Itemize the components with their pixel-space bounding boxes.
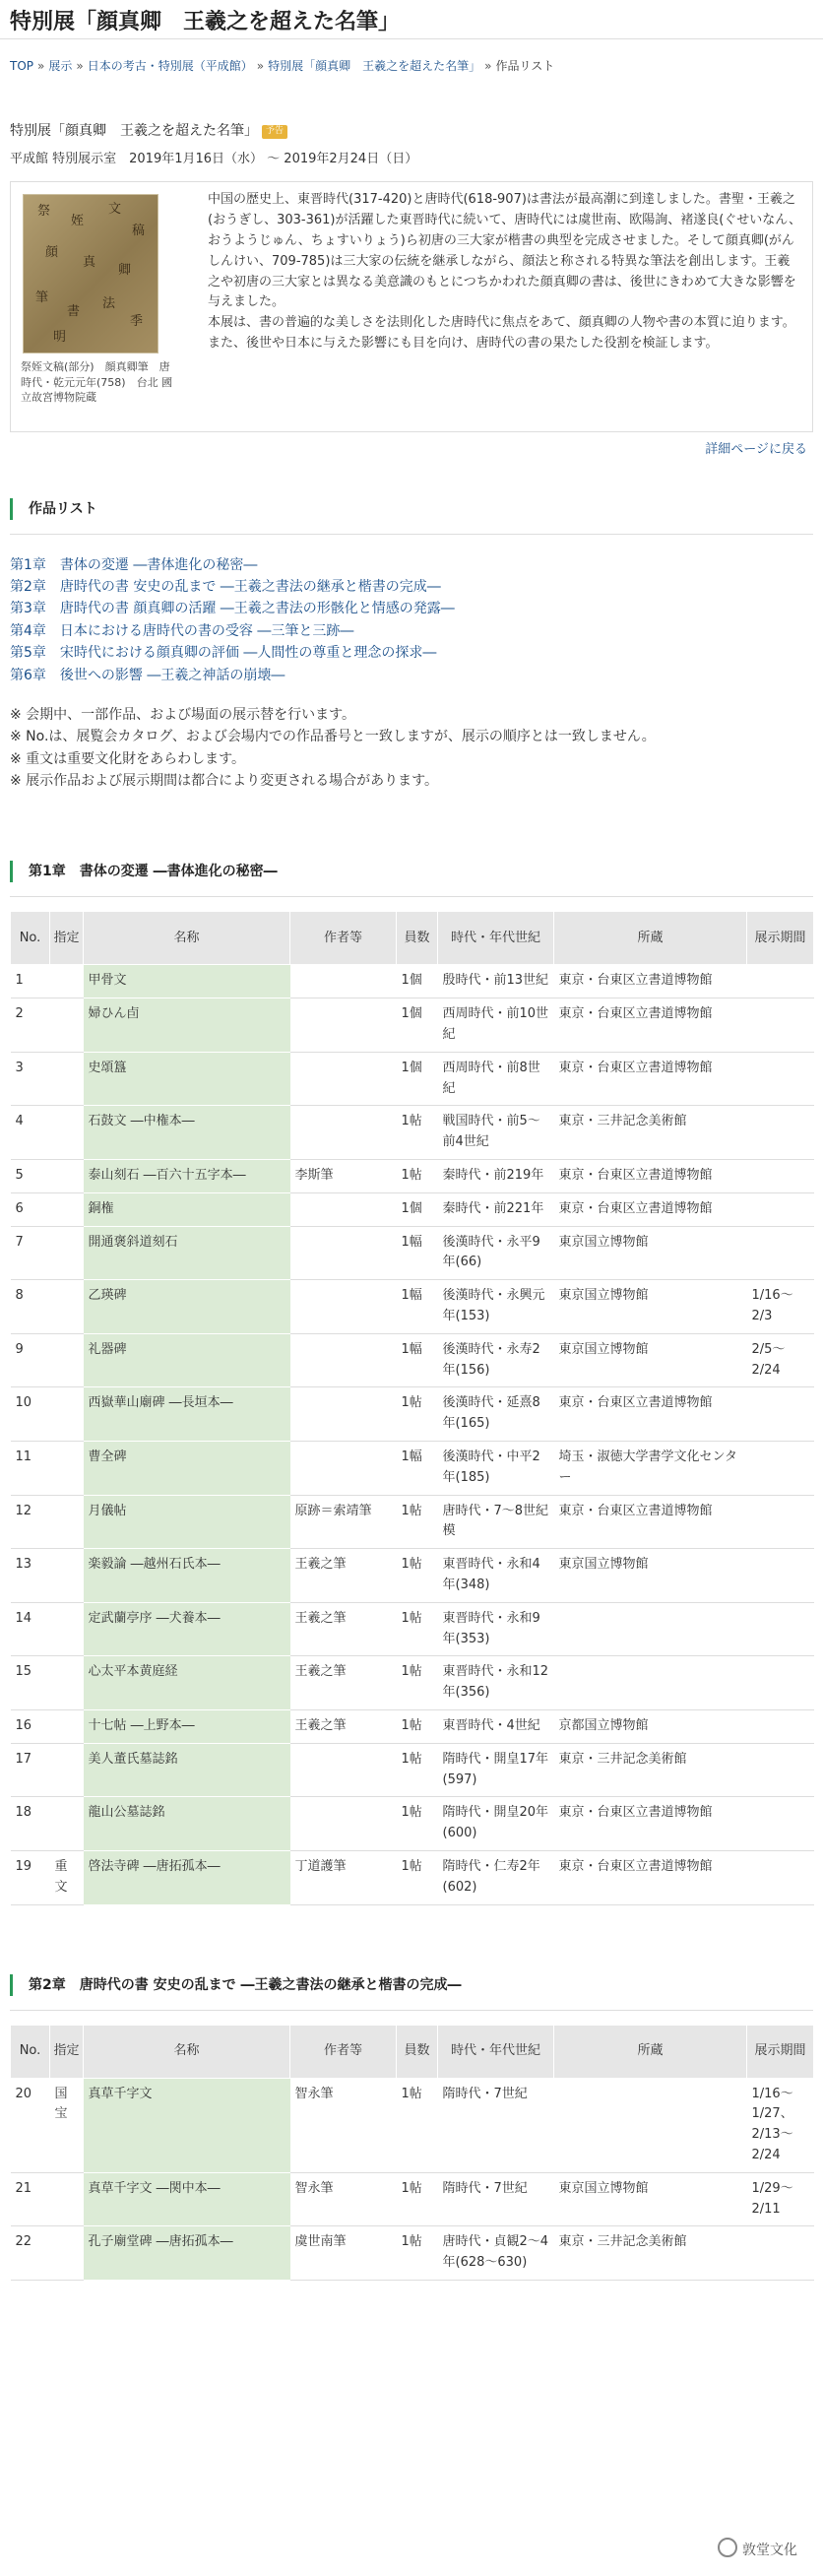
calligraphy-glyph: 明 xyxy=(53,330,67,346)
cell-count: 1帖 xyxy=(397,1495,438,1549)
calligraphy-glyph: 顔 xyxy=(45,245,59,261)
table-row xyxy=(11,1549,814,1603)
table-row xyxy=(11,1656,814,1710)
cell-period: 1/29～2/11 xyxy=(747,2172,814,2226)
watermark xyxy=(718,2538,797,2562)
cell-count: 1帖 xyxy=(397,1743,438,1797)
cell-owner xyxy=(554,1602,747,1656)
column-header: 展示期間 xyxy=(747,912,814,965)
cell-designation xyxy=(50,1280,84,1334)
column-header: 作者等 xyxy=(290,912,397,965)
cell-period xyxy=(747,1656,814,1710)
cell-owner: 東京・台東区立書道博物館 xyxy=(554,1192,747,1226)
cell-no: 4 xyxy=(11,1106,50,1160)
column-header: 展示期間 xyxy=(747,2025,814,2078)
cell-owner: 東京・台東区立書道博物館 xyxy=(554,1797,747,1851)
divider xyxy=(10,2010,813,2011)
cell-name: 西嶽華山廟碑 ―長垣本― xyxy=(84,1387,290,1442)
cell-owner: 東京・台東区立書道博物館 xyxy=(554,1160,747,1193)
intro-text xyxy=(178,190,802,423)
cell-era: 東晋時代・4世紀 xyxy=(438,1709,554,1743)
intro-paragraph: 本展は、書の普遍的な美しさを法則化した唐時代に焦点をあて、顔真卿の人物や書の本質に迫ります。また、後世や日本に与えた影響にも目を向け、唐時代の書の果たした役割を検証します。 xyxy=(208,315,795,351)
cell-era: 東晋時代・永和9年(353) xyxy=(438,1602,554,1656)
cell-no: 2 xyxy=(11,998,50,1053)
cell-era: 隋時代・開皇17年(597) xyxy=(438,1743,554,1797)
cell-era: 唐時代・7～8世紀模 xyxy=(438,1495,554,1549)
table-row xyxy=(11,1052,814,1106)
note: ※ 重文は重要文化財をあらわします。 xyxy=(10,750,246,767)
cell-author xyxy=(290,1743,397,1797)
breadcrumb-exhibits-link[interactable]: 展示 xyxy=(48,59,73,73)
table-header-row xyxy=(11,2025,814,2078)
cell-period xyxy=(747,998,814,1053)
cell-era: 東晋時代・永和12年(356) xyxy=(438,1656,554,1710)
cell-era: 隋時代・仁寿2年(602) xyxy=(438,1850,554,1904)
cell-name: 真草千字文 ―関中本― xyxy=(84,2172,290,2226)
cell-period xyxy=(747,1495,814,1549)
cell-period xyxy=(747,1106,814,1160)
cell-era: 秦時代・前221年 xyxy=(438,1192,554,1226)
chapter-link[interactable]: 第1章 書体の変遷 ―書体進化の秘密― xyxy=(10,556,258,573)
breadcrumb-separator: » xyxy=(256,59,265,73)
table-row xyxy=(11,1192,814,1226)
table-header-row xyxy=(11,912,814,965)
cell-count: 1帖 xyxy=(397,1549,438,1603)
cell-author: 李斯筆 xyxy=(290,1160,397,1193)
cell-name: 曹全碑 xyxy=(84,1442,290,1496)
cell-name: 開通褒斜道刻石 xyxy=(84,1226,290,1280)
cell-name: 龍山公墓誌銘 xyxy=(84,1797,290,1851)
chapter-link[interactable]: 第5章 宋時代における顔真卿の評価 ―人間性の尊重と理念の探求― xyxy=(10,645,437,662)
cell-author: 智永筆 xyxy=(290,2078,397,2172)
cell-period: 2/5～2/24 xyxy=(747,1333,814,1387)
cell-owner: 京都国立博物館 xyxy=(554,1709,747,1743)
column-header: No. xyxy=(11,2025,50,2078)
cell-era: 戦国時代・前5～前4世紀 xyxy=(438,1106,554,1160)
cell-era: 後漢時代・延熹8年(165) xyxy=(438,1387,554,1442)
table-row xyxy=(11,1160,814,1193)
cell-owner xyxy=(554,2078,747,2172)
cell-author: 原跡＝索靖筆 xyxy=(290,1495,397,1549)
cell-no: 9 xyxy=(11,1333,50,1387)
works-list-heading: 作品リスト xyxy=(10,498,813,520)
cell-author xyxy=(290,1192,397,1226)
table-row xyxy=(11,1495,814,1549)
cell-count: 1個 xyxy=(397,1192,438,1226)
cell-no: 13 xyxy=(11,1549,50,1603)
breadcrumb-separator: » xyxy=(484,59,492,73)
cell-no: 14 xyxy=(11,1602,50,1656)
cell-period: 1/16～1/27、2/13～2/24 xyxy=(747,2078,814,2172)
table-row xyxy=(11,1333,814,1387)
cell-name: 婦ひん卣 xyxy=(84,998,290,1053)
cell-owner: 東京・台東区立書道博物館 xyxy=(554,1387,747,1442)
cell-era: 東晋時代・永和4年(348) xyxy=(438,1549,554,1603)
cell-author: 王羲之筆 xyxy=(290,1549,397,1603)
cell-no: 8 xyxy=(11,1280,50,1334)
cell-no: 20 xyxy=(11,2078,50,2172)
cell-author: 虞世南筆 xyxy=(290,2226,397,2281)
breadcrumb-exhibition-link[interactable]: 特別展「顔真卿 王羲之を超えた名筆」 xyxy=(268,59,481,73)
table-row xyxy=(11,1797,814,1851)
cell-count: 1帖 xyxy=(397,1709,438,1743)
cell-owner: 東京・台東区立書道博物館 xyxy=(554,1850,747,1904)
cell-name: 泰山刻石 ―百六十五字本― xyxy=(84,1160,290,1193)
cell-name: 礼器碑 xyxy=(84,1333,290,1387)
cell-no: 7 xyxy=(11,1226,50,1280)
cell-name: 孔子廟堂碑 ―唐拓孤本― xyxy=(84,2226,290,2281)
note: ※ 展示作品および展示期間は都合により変更される場合があります。 xyxy=(10,773,439,790)
cell-author: 王羲之筆 xyxy=(290,1709,397,1743)
cell-count: 1幅 xyxy=(397,1333,438,1387)
column-header: 所蔵 xyxy=(554,912,747,965)
chapter1-heading: 第1章 書体の変遷 ―書体進化の秘密― xyxy=(10,861,813,882)
calligraphy-image[interactable] xyxy=(23,194,158,354)
watermark-logo-icon xyxy=(718,2538,737,2557)
cell-author xyxy=(290,1797,397,1851)
column-header: 名称 xyxy=(84,912,290,965)
column-header: 指定 xyxy=(50,2025,84,2078)
cell-author xyxy=(290,1333,397,1387)
cell-no: 17 xyxy=(11,1743,50,1797)
cell-count: 1帖 xyxy=(397,1850,438,1904)
cell-period xyxy=(747,1797,814,1851)
cell-author xyxy=(290,965,397,998)
cell-name: 楽毅論 ―越州石氏本― xyxy=(84,1549,290,1603)
cell-designation xyxy=(50,1442,84,1496)
cell-no: 6 xyxy=(11,1192,50,1226)
cell-designation xyxy=(50,1495,84,1549)
cell-count: 1幅 xyxy=(397,1226,438,1280)
cell-designation xyxy=(50,1052,84,1106)
cell-era: 隋時代・7世紀 xyxy=(438,2078,554,2172)
cell-count: 1個 xyxy=(397,965,438,998)
cell-no: 18 xyxy=(11,1797,50,1851)
cell-designation xyxy=(50,998,84,1053)
cell-owner: 東京国立博物館 xyxy=(554,1333,747,1387)
breadcrumb-current: 作品リスト xyxy=(495,59,555,73)
cell-era: 殷時代・前13世紀 xyxy=(438,965,554,998)
cell-era: 後漢時代・永興元年(153) xyxy=(438,1280,554,1334)
cell-designation: 国宝 xyxy=(50,2078,84,2172)
cell-era: 隋時代・開皇20年(600) xyxy=(438,1797,554,1851)
chapter2-heading: 第2章 唐時代の書 安史の乱まで ―王羲之書法の継承と楷書の完成― xyxy=(10,1974,813,1996)
table-row xyxy=(11,2172,814,2226)
calligraphy-glyph: 姪 xyxy=(71,214,85,229)
cell-no: 10 xyxy=(11,1387,50,1442)
table-row xyxy=(11,2226,814,2281)
cell-period xyxy=(747,1160,814,1193)
calligraphy-glyph: 書 xyxy=(67,304,81,320)
cell-designation xyxy=(50,1549,84,1603)
cell-era: 後漢時代・永寿2年(156) xyxy=(438,1333,554,1387)
calligraphy-glyph: 文 xyxy=(108,202,122,218)
cell-no: 11 xyxy=(11,1442,50,1496)
table-row xyxy=(11,1602,814,1656)
cell-era: 隋時代・7世紀 xyxy=(438,2172,554,2226)
exhibition-name xyxy=(10,121,823,143)
cell-name: 月儀帖 xyxy=(84,1495,290,1549)
table-row xyxy=(11,1280,814,1334)
cell-owner: 東京・台東区立書道博物館 xyxy=(554,1495,747,1549)
cell-count: 1帖 xyxy=(397,1160,438,1193)
cell-author xyxy=(290,1106,397,1160)
table-row xyxy=(11,1850,814,1904)
cell-owner: 東京・台東区立書道博物館 xyxy=(554,998,747,1053)
column-header: 員数 xyxy=(397,912,438,965)
page-title: 特別展「顔真卿 王羲之を超えた名筆」 xyxy=(0,0,823,39)
cell-designation xyxy=(50,1106,84,1160)
cell-designation xyxy=(50,2226,84,2281)
table-row xyxy=(11,1387,814,1442)
table-row xyxy=(11,2078,814,2172)
calligraphy-glyph: 法 xyxy=(102,296,116,312)
cell-designation xyxy=(50,1709,84,1743)
cell-owner: 東京国立博物館 xyxy=(554,1549,747,1603)
cell-name: 史頌簋 xyxy=(84,1052,290,1106)
cell-name: 甲骨文 xyxy=(84,965,290,998)
cell-designation xyxy=(50,1160,84,1193)
cell-count: 1帖 xyxy=(397,1387,438,1442)
breadcrumb-separator: » xyxy=(37,59,45,73)
divider xyxy=(10,896,813,897)
column-header: 指定 xyxy=(50,912,84,965)
calligraphy-glyph: 祭 xyxy=(37,204,51,220)
calligraphy-glyph: 季 xyxy=(130,314,144,330)
note: ※ No.は、展覧会カタログ、および会場内での作品番号と一致しますが、展示の順序とは一致しません。 xyxy=(10,729,656,745)
table-row xyxy=(11,1106,814,1160)
cell-era: 唐時代・貞観2～4年(628～630) xyxy=(438,2226,554,2281)
chapter2-rows xyxy=(11,2078,814,2280)
cell-author xyxy=(290,998,397,1053)
cell-owner: 東京・台東区立書道博物館 xyxy=(554,965,747,998)
intro-image-column xyxy=(21,190,178,423)
chapter1-rows xyxy=(11,965,814,1904)
cell-owner: 東京・三井記念美術館 xyxy=(554,1743,747,1797)
divider xyxy=(10,534,813,535)
cell-designation xyxy=(50,1387,84,1442)
cell-no: 16 xyxy=(11,1709,50,1743)
cell-period xyxy=(747,1387,814,1442)
breadcrumb-heisei-link[interactable]: 日本の考古・特別展（平成館） xyxy=(87,59,253,73)
cell-author xyxy=(290,1280,397,1334)
exhibition-name-text: 特別展「顔真卿 王羲之を超えた名筆」 xyxy=(10,122,258,139)
cell-era: 西周時代・前8世紀 xyxy=(438,1052,554,1106)
cell-count: 1幅 xyxy=(397,1442,438,1496)
cell-period xyxy=(747,965,814,998)
cell-author xyxy=(290,1226,397,1280)
cell-designation xyxy=(50,2172,84,2226)
cell-count: 1帖 xyxy=(397,2172,438,2226)
cell-author xyxy=(290,1442,397,1496)
cell-name: 石鼓文 ―中権本― xyxy=(84,1106,290,1160)
cell-owner: 東京国立博物館 xyxy=(554,1280,747,1334)
column-header: 時代・年代世紀 xyxy=(438,2025,554,2078)
cell-period xyxy=(747,1052,814,1106)
cell-no: 1 xyxy=(11,965,50,998)
calligraphy-glyph: 稿 xyxy=(132,224,146,239)
column-header: 員数 xyxy=(397,2025,438,2078)
table-row xyxy=(11,1442,814,1496)
calligraphy-glyph: 卿 xyxy=(118,263,132,279)
cell-period xyxy=(747,1602,814,1656)
cell-owner: 東京・三井記念美術館 xyxy=(554,1106,747,1160)
venue-dates: 平成館 特別展示室 2019年1月16日（水） ～ 2019年2月24日（日） xyxy=(10,152,418,167)
cell-name: 銅権 xyxy=(84,1192,290,1226)
cell-owner: 東京・三井記念美術館 xyxy=(554,2226,747,2281)
cell-owner: 埼玉・淑徳大学書学文化センター xyxy=(554,1442,747,1496)
cell-no: 12 xyxy=(11,1495,50,1549)
cell-no: 5 xyxy=(11,1160,50,1193)
cell-owner: 東京国立博物館 xyxy=(554,2172,747,2226)
cell-designation xyxy=(50,1226,84,1280)
cell-period xyxy=(747,1549,814,1603)
cell-count: 1帖 xyxy=(397,1656,438,1710)
cell-name: 心太平本黄庭経 xyxy=(84,1656,290,1710)
cell-name: 十七帖 ―上野本― xyxy=(84,1709,290,1743)
cell-author: 王羲之筆 xyxy=(290,1656,397,1710)
breadcrumb-top-link[interactable]: TOP xyxy=(10,59,34,73)
image-caption: 祭姪文稿(部分) 顔真卿筆 唐時代・乾元元年(758) 台北 國立故宮博物院蔵 xyxy=(21,360,173,405)
cell-name: 定武蘭亭序 ―犬養本― xyxy=(84,1602,290,1656)
calligraphy-glyph: 真 xyxy=(83,255,96,271)
breadcrumb xyxy=(0,39,823,76)
cell-designation xyxy=(50,1656,84,1710)
cell-designation xyxy=(50,1743,84,1797)
cell-period xyxy=(747,2226,814,2281)
cell-era: 秦時代・前219年 xyxy=(438,1160,554,1193)
cell-author: 智永筆 xyxy=(290,2172,397,2226)
watermark-text: 敦堂文化 xyxy=(742,2543,797,2559)
cell-designation xyxy=(50,1602,84,1656)
cell-author: 丁道護筆 xyxy=(290,1850,397,1904)
cell-period xyxy=(747,1709,814,1743)
cell-no: 3 xyxy=(11,1052,50,1106)
cell-owner: 東京・台東区立書道博物館 xyxy=(554,1052,747,1106)
detail-page-link[interactable]: 詳細ページに戻る xyxy=(705,442,807,458)
cell-name: 美人董氏墓誌銘 xyxy=(84,1743,290,1797)
cell-count: 1帖 xyxy=(397,1602,438,1656)
cell-count: 1帖 xyxy=(397,2078,438,2172)
cell-count: 1個 xyxy=(397,998,438,1053)
cell-period xyxy=(747,1192,814,1226)
cell-no: 21 xyxy=(11,2172,50,2226)
chapter-link[interactable]: 第3章 唐時代の書 顔真卿の活躍 ―王羲之書法の形骸化と情感の発露― xyxy=(10,601,455,617)
cell-no: 19 xyxy=(11,1850,50,1904)
cell-count: 1帖 xyxy=(397,1797,438,1851)
column-header: No. xyxy=(11,912,50,965)
cell-count: 1帖 xyxy=(397,2226,438,2281)
table-row xyxy=(11,1743,814,1797)
chapter-links xyxy=(10,554,813,686)
cell-period: 1/16～2/3 xyxy=(747,1280,814,1334)
column-header: 所蔵 xyxy=(554,2025,747,2078)
cell-name: 啓法寺碑 ―唐拓孤本― xyxy=(84,1850,290,1904)
cell-period xyxy=(747,1743,814,1797)
chapter-link[interactable]: 第6章 後世への影響 ―王羲之神話の崩壊― xyxy=(10,667,285,683)
cell-designation xyxy=(50,1192,84,1226)
intro-panel xyxy=(10,181,813,432)
column-header: 作者等 xyxy=(290,2025,397,2078)
cell-period xyxy=(747,1442,814,1496)
cell-designation xyxy=(50,965,84,998)
cell-author xyxy=(290,1052,397,1106)
chapter2-table xyxy=(10,2025,814,2281)
notes xyxy=(10,704,813,793)
table-row xyxy=(11,1709,814,1743)
cell-era: 西周時代・前10世紀 xyxy=(438,998,554,1053)
cell-owner: 東京国立博物館 xyxy=(554,1226,747,1280)
chapter-link[interactable]: 第2章 唐時代の書 安史の乱まで ―王羲之書法の継承と楷書の完成― xyxy=(10,578,441,595)
preview-badge: 予告 xyxy=(262,125,287,139)
table-row xyxy=(11,1226,814,1280)
cell-no: 22 xyxy=(11,2226,50,2281)
cell-period xyxy=(747,1226,814,1280)
cell-author: 王羲之筆 xyxy=(290,1602,397,1656)
cell-designation xyxy=(50,1333,84,1387)
cell-designation xyxy=(50,1797,84,1851)
cell-no: 15 xyxy=(11,1656,50,1710)
calligraphy-glyph: 筆 xyxy=(35,290,49,306)
intro-paragraph: 中国の歴史上、東晋時代(317-420)と唐時代(618-907)は書法が最高潮に到達しました。書聖・王羲之(おうぎし、303-361)が活躍した東晋時代に続いて、唐時代には虞世南、欧陽詢、褚遂良(ぐせいなん、おうようじゅん、ちょすいりょう)ら初唐の三大家が楷書の典型を完成させました。そして顔真卿(がんしんけい、709-785)は三大家の伝統を継承しながら、顔法と称される特異な筆法を創出します。王羲之や初唐の三大家とは異なる美意識のもとにつちかわれた顔真卿の書は、後世にきわめて大きな影響を与えました。 xyxy=(208,192,802,310)
column-header: 時代・年代世紀 xyxy=(438,912,554,965)
cell-count: 1個 xyxy=(397,1052,438,1106)
cell-name: 真草千字文 xyxy=(84,2078,290,2172)
note: ※ 会期中、一部作品、および場面の展示替を行います。 xyxy=(10,706,356,723)
chapter1-table xyxy=(10,911,814,1904)
cell-era: 後漢時代・永平9年(66) xyxy=(438,1226,554,1280)
cell-designation: 重文 xyxy=(50,1850,84,1904)
cell-name: 乙瑛碑 xyxy=(84,1280,290,1334)
cell-period xyxy=(747,1850,814,1904)
chapter-link[interactable]: 第4章 日本における唐時代の書の受容 ―三筆と三跡― xyxy=(10,622,354,639)
column-header: 名称 xyxy=(84,2025,290,2078)
cell-count: 1幅 xyxy=(397,1280,438,1334)
cell-era: 後漢時代・中平2年(185) xyxy=(438,1442,554,1496)
breadcrumb-separator: » xyxy=(76,59,84,73)
table-row xyxy=(11,965,814,998)
cell-count: 1帖 xyxy=(397,1106,438,1160)
table-row xyxy=(11,998,814,1053)
cell-owner xyxy=(554,1656,747,1710)
cell-author xyxy=(290,1387,397,1442)
